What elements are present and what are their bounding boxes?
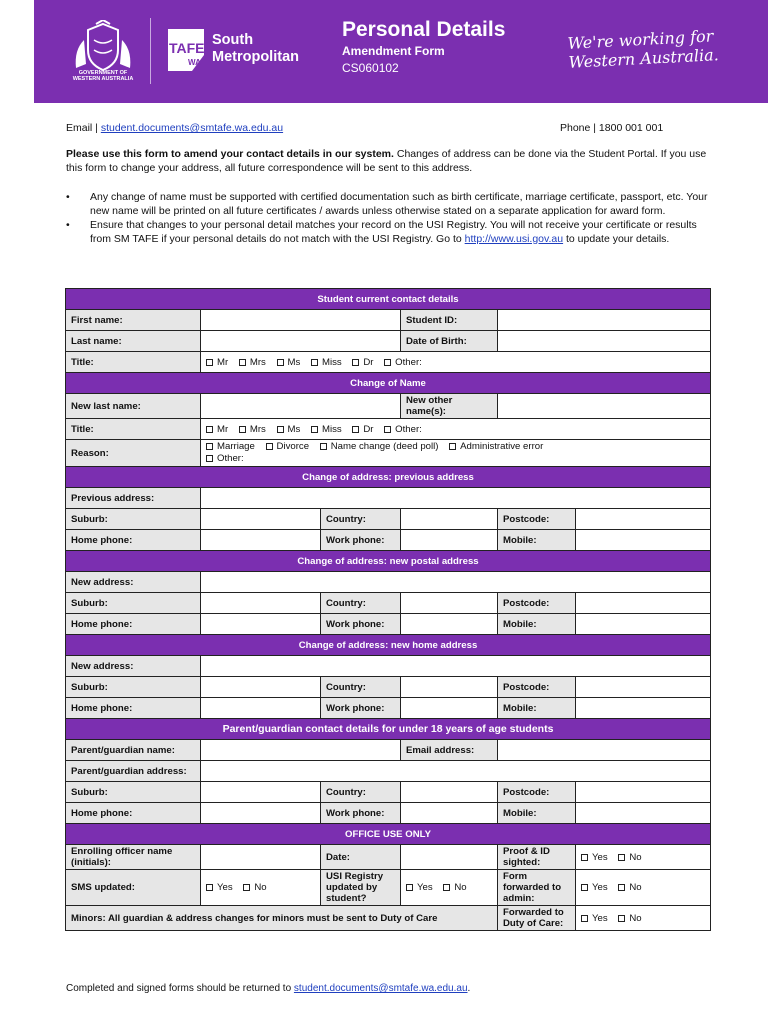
- postal-home-phone-label: Home phone:: [66, 614, 201, 635]
- checkbox-icon[interactable]: [311, 426, 318, 433]
- section-new-postal-address: Change of address: new postal address: [66, 551, 711, 572]
- new-title-miss-option[interactable]: Miss: [311, 424, 342, 435]
- government-text: GOVERNMENT OF WESTERN AUSTRALIA: [72, 70, 134, 82]
- checkbox-icon[interactable]: [384, 359, 391, 366]
- email-link[interactable]: student.documents@smtafe.wa.edu.au: [100, 122, 284, 134]
- header-divider: [150, 18, 151, 84]
- checkbox-icon[interactable]: [618, 854, 625, 861]
- checkbox-icon[interactable]: [277, 426, 284, 433]
- last-name-label: Last name:: [66, 331, 201, 352]
- document-title: Personal Details: [342, 18, 506, 41]
- section-current-contact: Student current contact details: [66, 289, 711, 310]
- section-office-use: OFFICE USE ONLY: [66, 824, 711, 845]
- bullet-usi: [66, 219, 716, 246]
- checkbox-icon[interactable]: [581, 884, 588, 891]
- new-title-options: [201, 419, 711, 440]
- form-forwarded-label: Form forwarded to admin:: [498, 870, 576, 906]
- pg-email-field[interactable]: [498, 740, 711, 761]
- form-forwarded-options: [576, 870, 711, 906]
- home-work-phone-label: Work phone:: [321, 698, 401, 719]
- prev-work-phone-field[interactable]: [401, 530, 498, 551]
- home-new-address-label: New address:: [66, 656, 201, 677]
- pg-postcode-label: Postcode:: [498, 782, 576, 803]
- tafe-logo-icon: [164, 27, 208, 73]
- title-options: [201, 352, 711, 373]
- sms-no-option[interactable]: No: [243, 882, 266, 893]
- home-country-field[interactable]: [401, 677, 498, 698]
- pg-mobile-field[interactable]: [576, 803, 711, 824]
- new-other-names-field[interactable]: [498, 394, 711, 419]
- postal-suburb-label: Suburb:: [66, 593, 201, 614]
- pg-country-label: Country:: [321, 782, 401, 803]
- checkbox-icon[interactable]: [206, 443, 213, 450]
- checkbox-icon[interactable]: [352, 359, 359, 366]
- home-mobile-field[interactable]: [576, 698, 711, 719]
- section-parent-guardian: Parent/guardian contact details for under 18 years of age students: [66, 719, 711, 740]
- phone-contact: Phone | 1800 001 001: [560, 122, 664, 134]
- reason-divorce-option[interactable]: Divorce: [266, 441, 310, 452]
- new-title-label: Title:: [66, 419, 201, 440]
- home-suburb-field[interactable]: [201, 677, 321, 698]
- usi-updated-label: USI Registry updated by student?: [321, 870, 401, 906]
- pg-email-label: Email address:: [401, 740, 498, 761]
- postal-new-address-label: New address:: [66, 572, 201, 593]
- checkbox-icon[interactable]: [311, 359, 318, 366]
- postal-mobile-field[interactable]: [576, 614, 711, 635]
- checkbox-icon[interactable]: [239, 359, 246, 366]
- usi-yes-option[interactable]: Yes: [406, 882, 433, 893]
- section-change-of-name: Change of Name: [66, 373, 711, 394]
- intro-rest: Changes of address can be done via the Student Portal. If you use this form to change your address, all future correspondence will be sent to this address.: [66, 148, 707, 174]
- enrolling-officer-field[interactable]: [201, 845, 321, 870]
- pg-name-field[interactable]: [201, 740, 401, 761]
- dob-field[interactable]: [498, 331, 711, 352]
- pg-suburb-field[interactable]: [201, 782, 321, 803]
- bullet-list: [66, 191, 716, 247]
- prev-suburb-field[interactable]: [201, 509, 321, 530]
- new-title-mrs-option[interactable]: Mrs: [239, 424, 266, 435]
- proof-id-options: [576, 845, 711, 870]
- checkbox-icon[interactable]: [239, 426, 246, 433]
- tafe-name-line1: South: [212, 32, 254, 48]
- checkbox-icon[interactable]: [206, 455, 213, 462]
- bullet-usi-text: Ensure that changes to your personal detail matches your record on the USI Registry. You will not receive your certificate or results from SM TAFE if your personal details do not match with the USI Registry. Go to: [90, 219, 697, 245]
- office-date-label: Date:: [321, 845, 401, 870]
- postal-work-phone-label: Work phone:: [321, 614, 401, 635]
- page-header: [34, 0, 768, 103]
- new-last-name-label: New last name:: [66, 394, 201, 419]
- title-ms-option[interactable]: Ms: [277, 357, 301, 368]
- title-miss-option[interactable]: Miss: [311, 357, 342, 368]
- dob-label: Date of Birth:: [401, 331, 498, 352]
- postal-mobile-label: Mobile:: [498, 614, 576, 635]
- footer-note: [66, 983, 470, 994]
- fwd-admin-no-option[interactable]: No: [618, 882, 641, 893]
- home-country-label: Country:: [321, 677, 401, 698]
- checkbox-icon[interactable]: [243, 884, 250, 891]
- intro-bold: Please use this form to amend your contact details in our system.: [66, 148, 394, 160]
- previous-address-field[interactable]: [201, 488, 711, 509]
- home-mobile-label: Mobile:: [498, 698, 576, 719]
- pg-country-field[interactable]: [401, 782, 498, 803]
- pg-work-phone-field[interactable]: [401, 803, 498, 824]
- first-name-label: First name:: [66, 310, 201, 331]
- home-home-phone-label: Home phone:: [66, 698, 201, 719]
- home-postcode-field[interactable]: [576, 677, 711, 698]
- title-mrs-option[interactable]: Mrs: [239, 357, 266, 368]
- document-subtitle: Amendment Form: [342, 44, 445, 58]
- pg-address-field[interactable]: [201, 761, 711, 782]
- slogan: [567, 26, 719, 72]
- checkbox-icon[interactable]: [384, 426, 391, 433]
- prev-postcode-label: Postcode:: [498, 509, 576, 530]
- home-new-address-field[interactable]: [201, 656, 711, 677]
- checkbox-icon[interactable]: [277, 359, 284, 366]
- email-contact: [66, 122, 283, 134]
- prev-postcode-field[interactable]: [576, 509, 711, 530]
- section-previous-address: Change of address: previous address: [66, 467, 711, 488]
- tafe-name: [212, 32, 299, 66]
- checkbox-icon[interactable]: [581, 915, 588, 922]
- usi-link[interactable]: http://www.usi.gov.au: [464, 232, 564, 245]
- document-code: CS060102: [342, 61, 399, 75]
- reason-options: [201, 440, 711, 467]
- forwarded-doc-options: [576, 906, 711, 931]
- tafe-mark-sub: WA: [188, 58, 201, 67]
- new-title-dr-option[interactable]: Dr: [352, 424, 373, 435]
- minors-notice: Minors: All guardian & address changes for minors must be sent to Duty of Care: [66, 906, 498, 931]
- reason-admin-error-option[interactable]: Administrative error: [449, 441, 543, 452]
- postal-country-label: Country:: [321, 593, 401, 614]
- reason-label: Reason:: [66, 440, 201, 467]
- pg-home-phone-label: Home phone:: [66, 803, 201, 824]
- checkbox-icon[interactable]: [206, 359, 213, 366]
- footer-text: Completed and signed forms should be returned to: [66, 983, 294, 994]
- checkbox-icon[interactable]: [320, 443, 327, 450]
- last-name-field[interactable]: [201, 331, 401, 352]
- pg-name-label: Parent/guardian name:: [66, 740, 201, 761]
- reason-deed-poll-option[interactable]: Name change (deed poll): [320, 441, 439, 452]
- forwarded-doc-label: Forwarded to Duty of Care:: [498, 906, 576, 931]
- office-date-field[interactable]: [401, 845, 498, 870]
- postal-country-field[interactable]: [401, 593, 498, 614]
- email-label: Email |: [66, 122, 101, 134]
- postal-new-address-field[interactable]: [201, 572, 711, 593]
- proof-no-option[interactable]: No: [618, 852, 641, 863]
- checkbox-icon[interactable]: [449, 443, 456, 450]
- pg-mobile-label: Mobile:: [498, 803, 576, 824]
- postal-postcode-field[interactable]: [576, 593, 711, 614]
- intro-paragraph: [66, 148, 716, 175]
- title-mr-option[interactable]: Mr: [206, 357, 228, 368]
- prev-work-phone-label: Work phone:: [321, 530, 401, 551]
- proof-id-label: Proof & ID sighted:: [498, 845, 576, 870]
- prev-suburb-label: Suburb:: [66, 509, 201, 530]
- pg-address-label: Parent/guardian address:: [66, 761, 201, 782]
- fwd-admin-yes-option[interactable]: Yes: [581, 882, 608, 893]
- postal-postcode-label: Postcode:: [498, 593, 576, 614]
- checkbox-icon[interactable]: [581, 854, 588, 861]
- footer-end: .: [467, 983, 471, 994]
- section-new-home-address: Change of address: new home address: [66, 635, 711, 656]
- postal-home-phone-field[interactable]: [201, 614, 321, 635]
- first-name-field[interactable]: [201, 310, 401, 331]
- checkbox-icon[interactable]: [266, 443, 273, 450]
- home-postcode-label: Postcode:: [498, 677, 576, 698]
- pg-postcode-field[interactable]: [576, 782, 711, 803]
- title-other-option[interactable]: Other:: [384, 357, 422, 368]
- new-title-mr-option[interactable]: Mr: [206, 424, 228, 435]
- new-title-other-option[interactable]: Other:: [384, 424, 422, 435]
- tafe-mark: TAFE: [169, 40, 205, 56]
- new-last-name-field[interactable]: [201, 394, 401, 419]
- student-id-field[interactable]: [498, 310, 711, 331]
- tafe-name-line2: Metropolitan: [212, 49, 299, 65]
- checkbox-icon[interactable]: [206, 426, 213, 433]
- proof-yes-option[interactable]: Yes: [581, 852, 608, 863]
- prev-home-phone-label: Home phone:: [66, 530, 201, 551]
- student-id-label: Student ID:: [401, 310, 498, 331]
- sms-updated-label: SMS updated:: [66, 870, 201, 906]
- fwd-doc-no-option[interactable]: No: [618, 913, 641, 924]
- usi-no-option[interactable]: No: [443, 882, 466, 893]
- postal-work-phone-field[interactable]: [401, 614, 498, 635]
- prev-mobile-field[interactable]: [576, 530, 711, 551]
- pg-work-phone-label: Work phone:: [321, 803, 401, 824]
- title-dr-option[interactable]: Dr: [352, 357, 373, 368]
- title-label: Title:: [66, 352, 201, 373]
- new-title-ms-option[interactable]: Ms: [277, 424, 301, 435]
- usi-updated-options: [401, 870, 498, 906]
- checkbox-icon[interactable]: [618, 884, 625, 891]
- home-home-phone-field[interactable]: [201, 698, 321, 719]
- sms-yes-option[interactable]: Yes: [206, 882, 233, 893]
- bullet-name-change: • Any change of name must be supported with certified documentation such as birth certificate, marriage certificate, passport, etc. Your new name will be printed on all future certificates / awards unless otherwise stated on a separate application for award form.: [66, 191, 716, 218]
- prev-country-label: Country:: [321, 509, 401, 530]
- pg-suburb-label: Suburb:: [66, 782, 201, 803]
- checkbox-icon[interactable]: [443, 884, 450, 891]
- prev-country-field[interactable]: [401, 509, 498, 530]
- checkbox-icon[interactable]: [406, 884, 413, 891]
- sms-updated-options: [201, 870, 321, 906]
- footer-email-link[interactable]: student.documents@smtafe.wa.edu.au: [293, 983, 468, 994]
- fwd-doc-yes-option[interactable]: Yes: [581, 913, 608, 924]
- slogan-line1: We're working for: [567, 26, 714, 53]
- enrolling-officer-label: Enrolling officer name (initials):: [66, 845, 201, 870]
- postal-suburb-field[interactable]: [201, 593, 321, 614]
- bullet-usi-end: to update your details.: [563, 232, 670, 245]
- home-work-phone-field[interactable]: [401, 698, 498, 719]
- prev-mobile-label: Mobile:: [498, 530, 576, 551]
- reason-marriage-option[interactable]: Marriage: [206, 441, 255, 452]
- reason-other-option[interactable]: Other:: [206, 453, 244, 464]
- prev-home-phone-field[interactable]: [201, 530, 321, 551]
- pg-home-phone-field[interactable]: [201, 803, 321, 824]
- slogan-line2: Western Australia.: [568, 45, 720, 72]
- previous-address-label: Previous address:: [66, 488, 201, 509]
- new-other-names-label: New other name(s):: [401, 394, 498, 419]
- checkbox-icon[interactable]: [206, 884, 213, 891]
- checkbox-icon[interactable]: [618, 915, 625, 922]
- checkbox-icon[interactable]: [352, 426, 359, 433]
- amendment-form-table: [65, 288, 711, 931]
- home-suburb-label: Suburb:: [66, 677, 201, 698]
